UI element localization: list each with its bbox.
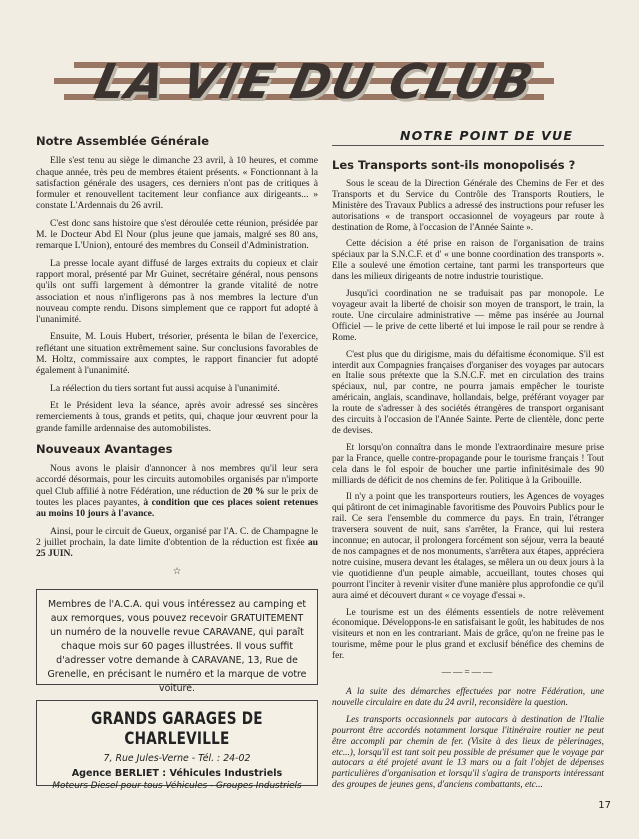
paragraph: Jusqu'ici coordination ne se traduisait pas par monopole. Le voyageur avait la liberté de choisir son moyen de transport, le train, la route. Une circulaire administrative — même pas insérée au Journal Officiel — le prive de cette liberté et lui impose le rail pour se rendre à Rome. [332,289,604,343]
left-column [36,136,318,581]
ad-garages-box [36,700,318,791]
paragraph: Elle s'est tenu au siège le dimanche 23 avril, à 10 heures, et comme chaque année, très peu de membres étaient présents. « Fonctionnant à la satisfaction générale des usagers, ces derniers n'ont pas de critiques à formuler et renouvellent tacitement leur confiance aux dirigeants... » constate L'Ardennais du 26 avril. [36,155,318,212]
separator-star: ☆ [172,565,182,577]
paragraph: Sous le sceau de la Direction Générale des Chemins de Fer et des Transports et du Service du Contrôle des Transports Routiers, le Ministère des Travaux Publics a adressé des instructions pour refuser les autorisations « de transport occasionnel de voyageurs par route à destination de Rome, à l'occasion de l'Année Sainte ». [332,178,604,233]
paragraph: Et lorsqu'on connaîtra dans le monde l'extraordinaire mesure prise par la France, quelle contre-propagande pour le tourisme français ! Tout cela dans le fol espoir de boucher une partie infinitésimale des 90 milliards de déficit de nos chemins de fer. Politique à la Gribouille. [332,442,604,486]
text: Nous avons le plaisir d'annoncer à nos membres qu'il leur sera accordé désormais, pour les circuits automobiles organisés par n'importe quel Club affilié à notre Fédération, une réduction de [36,463,318,497]
paragraph [36,463,318,519]
paragraph: Il n'y a point que les transporteurs routiers, les Agences de voyages qui pâtiront de cet inimaginable favoritisme des Pouvoirs Publics pour le rail. Ce sera l'ensemble du commerce du pays. En train, l'étranger traversera souvent de nuit, sans s'arrêter, la France, qui lui restera inconnue; en autocar, il prolongera forcément son séjour, verra la beauté de nos campagnes et de nos monuments, s'arrêtera aux étapes, appréciera notre cuisine, musera devant les étalages, se mêlera un ou deux jours à la vie quotidienne d'un peuple aimable, accueillant, toutes choses qui pourront l'inciter à revenir visiter d'une manière plus approfondie ce qu'il aura aimé et découvert durant « ce voyage d'essai ». [332,492,604,601]
paragraph: Cette décision a été prise en raison de l'organisation de trains spéciaux par la S.N.C.F. et d' « une bonne coordination des transports ». Elle a soulevé une émotion certaine, tant parmi les transporteurs que dans les milieux dirigeants de notre industrie touristique. [332,239,604,283]
condition-text: à condition que ces places soient retenues au moins 10 jours à l'avance. [36,497,318,520]
paragraph-italic: A la suite des démarches effectuées par notre Fédération, une nouvelle circulaire en date du 24 avril, reconsidère la question. [332,686,604,708]
ad-caravane-box [36,589,318,694]
masthead-title: LA VIE DU CLUB [89,54,539,110]
paragraph: C'est plus que du dirigisme, mais du défaitisme économique. S'il est interdit aux Compagnies françaises d'organiser des voyages par autocars en Italie sous prétexte que la S.N.C.F. met en circulation des trains spéciaux, nul, par contre, ne pourra jamais empêcher le touriste américain, anglais, scandinave, hollandais, belge, préférant voyager par la route de s'adresser à des sociétés étrangères de transport organisant des circuits à l'occasion de l'Année Sainte. Perte de clientèle, donc perte de devises. [332,349,604,436]
discount-value: 20 % [243,485,265,497]
ad-caravane-text: Membres de l'A.C.A. qui vous intéressez au camping et aux remorques, vous pouvez recevoir GRATUITEMENT un numéro de la nouvelle revue CARAVANE, qui paraît chaque mois sur 60 pages illustrées. Il vous suffit d'adresser votre demande à CARAVANE, 13, Rue de Grenelle, en précisant le numéro et la marque de votre voiture. [47,599,307,694]
paragraph: La presse locale ayant diffusé de larges extraits du copieux et clair rapport moral, présenté par Mr Guinet, secrétaire général, nous pensons qu'ils ont suffi largement à démontrer la grande vitalité de notre association et nous n'infligerons pas à nos membres la lecture d'un nouveau compte rendu. Disons simplement que ce rapport fut adopté à l'unanimité. [36,257,318,326]
deadline-text: au 25 JUIN. [36,536,318,560]
article-title-avantages: Nouveaux Avantages [36,441,173,456]
paragraph [36,526,318,560]
paragraph: Le tourisme est un des éléments essentiels de notre relèvement économique. Développons-le en satisfaisant le goût, les habitudes de nos visiteurs et non en les contrariant. Mais de grâce, qu'on ne freine pas le tourisme, même pour le plus grand et exclusif bénéfice des chemins de fer. [332,607,604,662]
paragraph: Ensuite, M. Louis Hubert, trésorier, présenta le bilan de l'exercice, reflétant une situation extrêmement saine. Sur conclusions favorables de M. Holtz, commissaire aux comptes, le rapport financier fut adopté également à l'unanimité. [36,331,318,377]
page-number: 17 [598,800,611,811]
section-header-point-de-vue: NOTRE POINT DE VUE [400,128,574,143]
text: sur le prix de toutes les places payantes, [36,485,318,509]
ad-garages-address: 7, Rue Jules-Verne - Tél. : 24-02 [103,753,251,764]
paragraph: Et le Président leva la séance, après avoir adressé ses sincères remerciements à tous, grands et petits, qui, chaque jour œuvrent pour la grande famille ardennaise des automobilistes. [36,399,318,434]
ad-garages-agence: Agence BERLIET : Véhicules Industriels [71,768,283,779]
text: Ainsi, pour le circuit de Gueux, organisé par l'A. C. de Champagne le 2 juillet prochain, la date limite d'obtention de la réduction est fixée [36,525,318,548]
paragraph: C'est donc sans histoire que s'est déroulée cette réunion, présidée par M. le Docteur Abd El Nour (plus jeune que jamais, malgré ses 80 ans, remarque L'Union), entouré des membres du Conseil d'Administration. [36,217,318,252]
ad-garages-title: GRANDS GARAGES DE CHARLEVILLE [91,709,263,749]
paragraph-italic: Les transports occasionnels par autocars à destination de l'Italie pourront être accordés notamment lorsque l'itinéraire routier ne peut être accompli par chemin de fer. (Visite à des lieux de pèlerinages, etc...), lorsqu'il est tant soit peu possible de présumer que le voyage par autocars a été projeté avant le 13 mars ou a fait l'objet de dépenses particulières d'organisation et lorsqu'il s'agira de transports intéressant des groupes de jeunes gens, d'anciens combattants, etc... [332,714,604,791]
divider [332,145,604,146]
paragraph: La réélection du tiers sortant fut aussi acquise à l'unanimité. [50,382,280,394]
ad-garages-moteurs: Moteurs Diesel pour tous Véhicules - Groupes Industriels [52,781,302,791]
separator: ——=—— [441,668,495,679]
article-title-transports: Les Transports sont-ils monopolisés ? [332,158,576,172]
masthead [34,48,594,120]
right-column [332,160,604,797]
article-title-assemblee: Notre Assemblée Générale [36,134,210,148]
